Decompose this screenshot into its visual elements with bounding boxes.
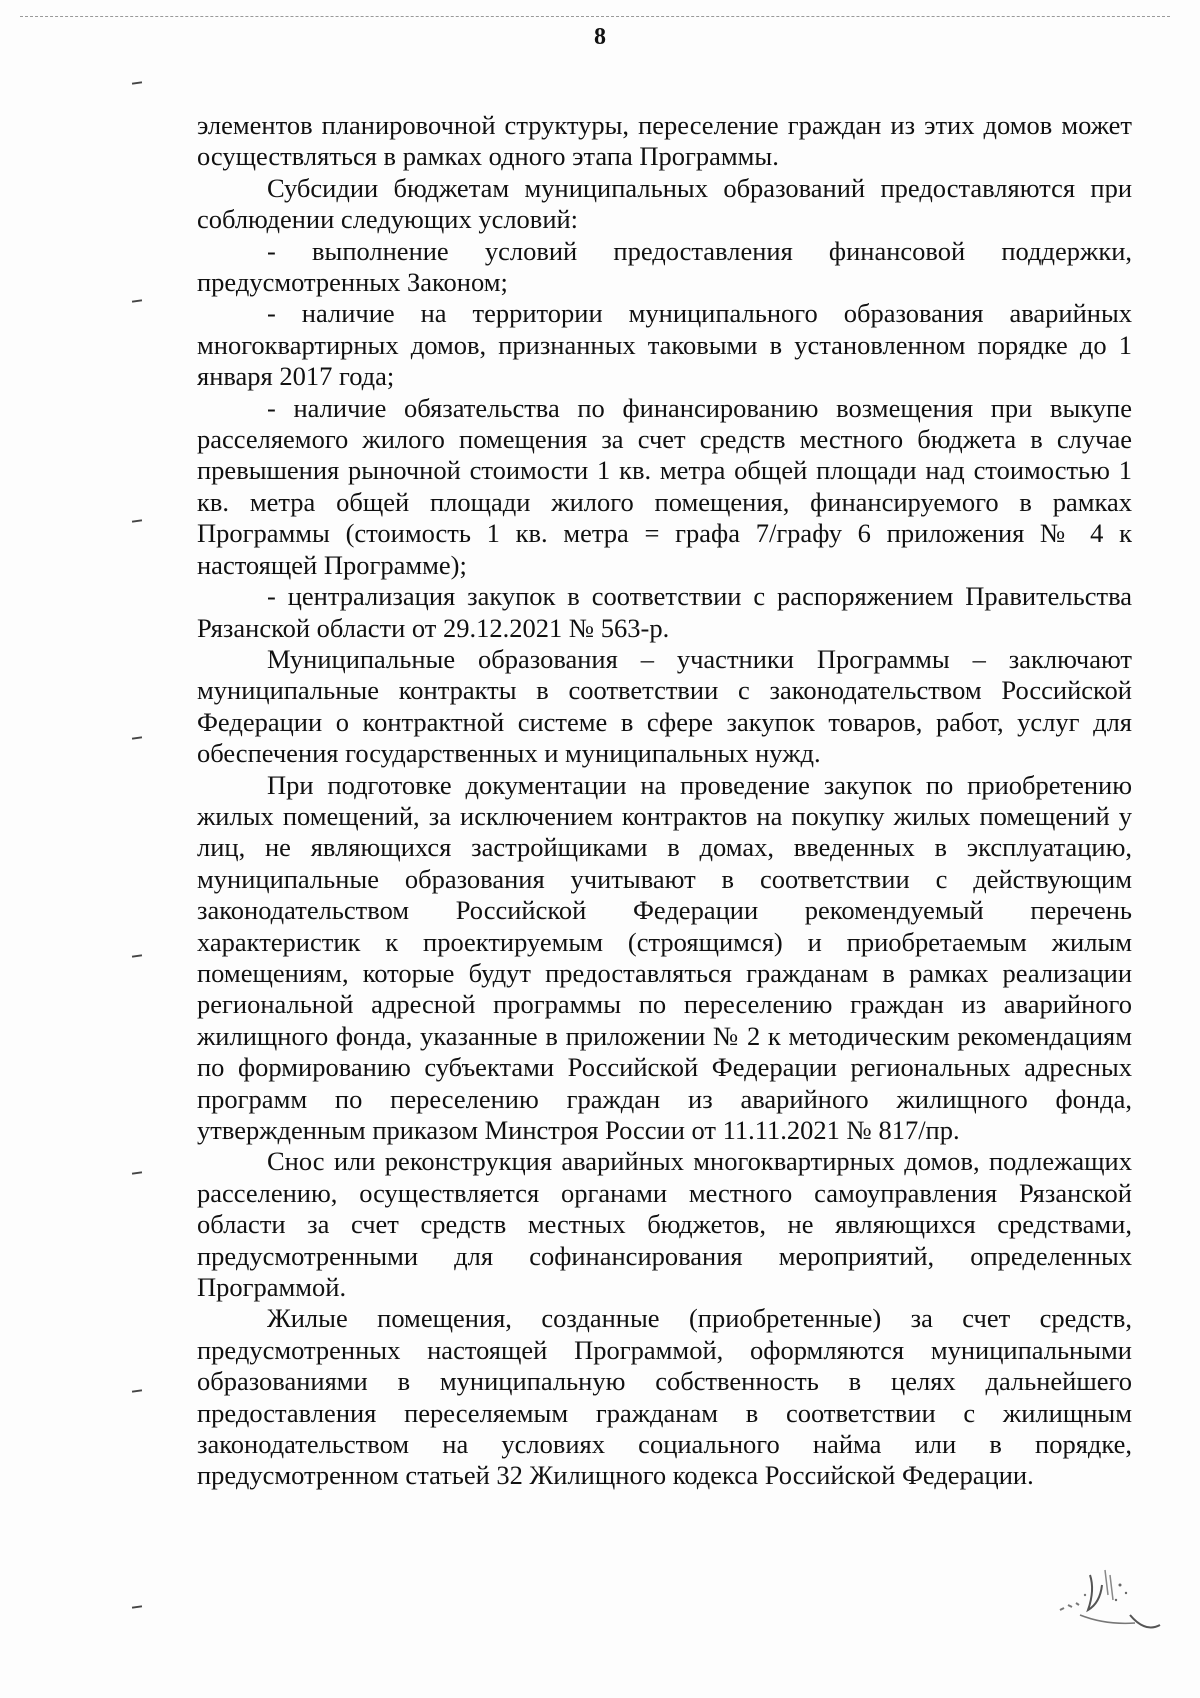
stamp-fragment xyxy=(1050,1555,1170,1645)
paragraph-10: Жилые помещения, созданные (приобретенные) за счет средств, предусмотренных настоящей Программой, оформляются муниципальными образованиями в муниципальную собственность в целях дальнейшего предоставления переселяемым гражданам в соответствии с жилищным законодательством на условиях социального найма или в порядке, предусмотренном статьей 32 Жилищного кодекса Российской Федерации. xyxy=(197,1303,1132,1491)
margin-mark xyxy=(132,1389,142,1392)
paragraph-7: Муниципальные образования – участники Программы – заключают муниципальные контракты в соответствии с законодательством Российской Федерации о контрактной системе в сфере закупок товаров, работ, услуг для обеспечения государственных и муниципальных нужд. xyxy=(197,643,1132,769)
margin-mark xyxy=(132,299,142,302)
paragraph-5: - наличие обязательства по финансированию возмещения при выкупе расселяемого жилого помещения за счет средств местного бюджета в случае превышения рыночной стоимости 1 кв. метра общей площади над стоимостью 1 кв. метра общей площади жилого помещения, финансируемого в рамках Программы (стоимость 1 кв. метра = графа 7/графу 6 приложения № 4 к настоящей Программе); xyxy=(197,392,1132,580)
page-number: 8 xyxy=(594,24,606,50)
paragraph-4: - наличие на территории муниципального образования аварийных многоквартирных домов, признанных таковыми в установленном порядке до 1 января 2017 года; xyxy=(197,298,1132,392)
scan-top-border xyxy=(20,16,1170,17)
margin-mark xyxy=(132,954,142,957)
paragraph-3: - выполнение условий предоставления финансовой поддержки, предусмотренных Законом; xyxy=(197,235,1132,298)
margin-mark xyxy=(132,519,142,522)
margin-mark xyxy=(132,81,142,84)
paragraph-6: - централизация закупок в соответствии с распоряжением Правительства Рязанской области от 29.12.2021 № 563-р. xyxy=(197,581,1132,643)
margin-mark xyxy=(132,1171,142,1174)
margin-mark xyxy=(132,736,142,739)
paragraph-9: Снос или реконструкция аварийных многоквартирных домов, подлежащих расселению, осуществляется органами местного самоуправления Рязанской области за счет средств местных бюджетов, не являющихся средствами, предусмотренными для софинансирования мероприятий, определенных Программой. xyxy=(197,1146,1132,1303)
paragraph-2: Субсидии бюджетам муниципальных образований предоставляются при соблюдении следующих условий: xyxy=(197,172,1132,235)
document-body xyxy=(197,110,1132,1492)
paragraph-8: При подготовке документации на проведение закупок по приобретению жилых помещений, за исключением контрактов на покупку жилых помещений у лиц, не являющихся застройщиками в домах, введенных в эксплуатацию, муниципальные образования учитывают в соответствии с действующим законодательством Российской Федерации рекомендуемый перечень характеристик к проектируемым (строящимся) и приобретаемым жилым помещениям, которые будут предоставляться гражданам в рамках реализации региональной адресной программы по переселению граждан из аварийного жилищного фонда, указанные в приложении № 2 к методическим рекомендациям по формированию субъектами Российской Федерации региональных адресных программ по переселению граждан из аварийного жилищного фонда, утвержденным приказом Минстроя России от 11.11.2021 № 817/пр. xyxy=(197,769,1132,1145)
margin-mark xyxy=(132,1605,142,1608)
paragraph-1: элементов планировочной структуры, переселение граждан из этих домов может осуществляться в рамках одного этапа Программы. xyxy=(197,110,1132,172)
